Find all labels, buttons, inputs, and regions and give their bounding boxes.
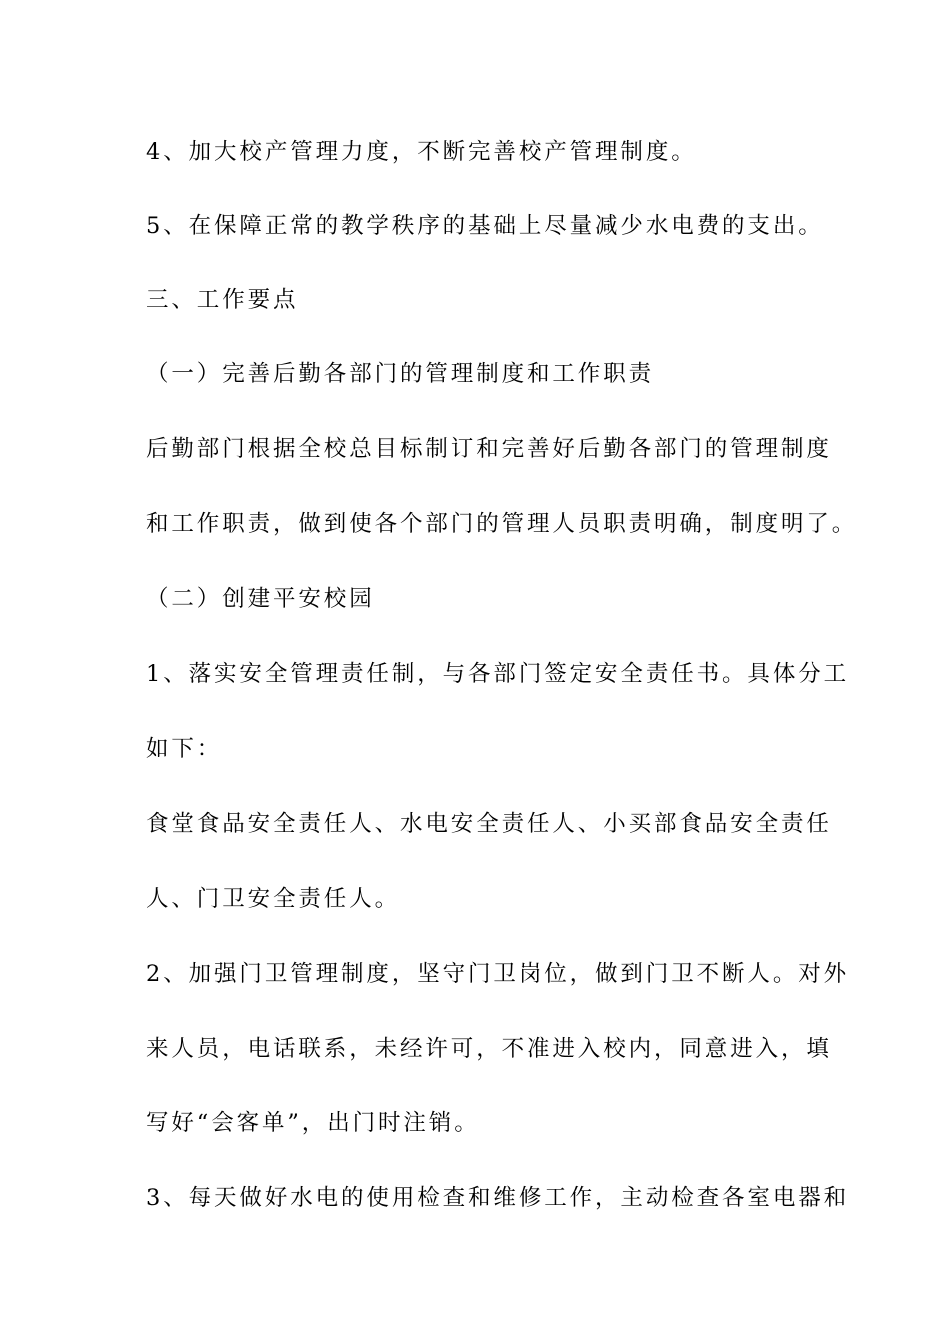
text-line-item-3: 3、每天做好水电的使用检查和维修工作，主动检查各室电器和 <box>146 1185 850 1211</box>
paragraph-line: 人、门卫安全责任人。 <box>146 886 401 912</box>
paragraph-line: 写好“会客单”，出门时注销。 <box>146 1110 480 1136</box>
paragraph-line: 和工作职责，做到使各个部门的管理人员职责明确，制度明了。 <box>146 511 858 537</box>
paragraph-line: 后勤部门根据全校总目标制订和完善好后勤各部门的管理制度 <box>146 436 832 462</box>
paragraph-line: 如下： <box>146 736 223 762</box>
text-line-item-5: 5、在保障正常的教学秩序的基础上尽量减少水电费的支出。 <box>146 213 824 239</box>
subheading-safe-campus: （二）创建平安校园 <box>146 586 375 612</box>
paragraph-line: 来人员，电话联系，未经许可，不准进入校内，同意进入，填 <box>146 1036 832 1062</box>
paragraph-line: 食堂食品安全责任人、水电安全责任人、小买部食品安全责任 <box>146 811 832 837</box>
section-heading-work-points: 三、工作要点 <box>146 287 299 313</box>
text-line-item-2: 2、加强门卫管理制度，坚守门卫岗位，做到门卫不断人。对外 <box>146 961 850 987</box>
text-line-item-1: 1、落实安全管理责任制，与各部门签定安全责任书。具体分工 <box>146 661 850 687</box>
text-line-item-4: 4、加大校产管理力度，不断完善校产管理制度。 <box>146 139 697 165</box>
subheading-management: （一）完善后勤各部门的管理制度和工作职责 <box>146 361 655 387</box>
